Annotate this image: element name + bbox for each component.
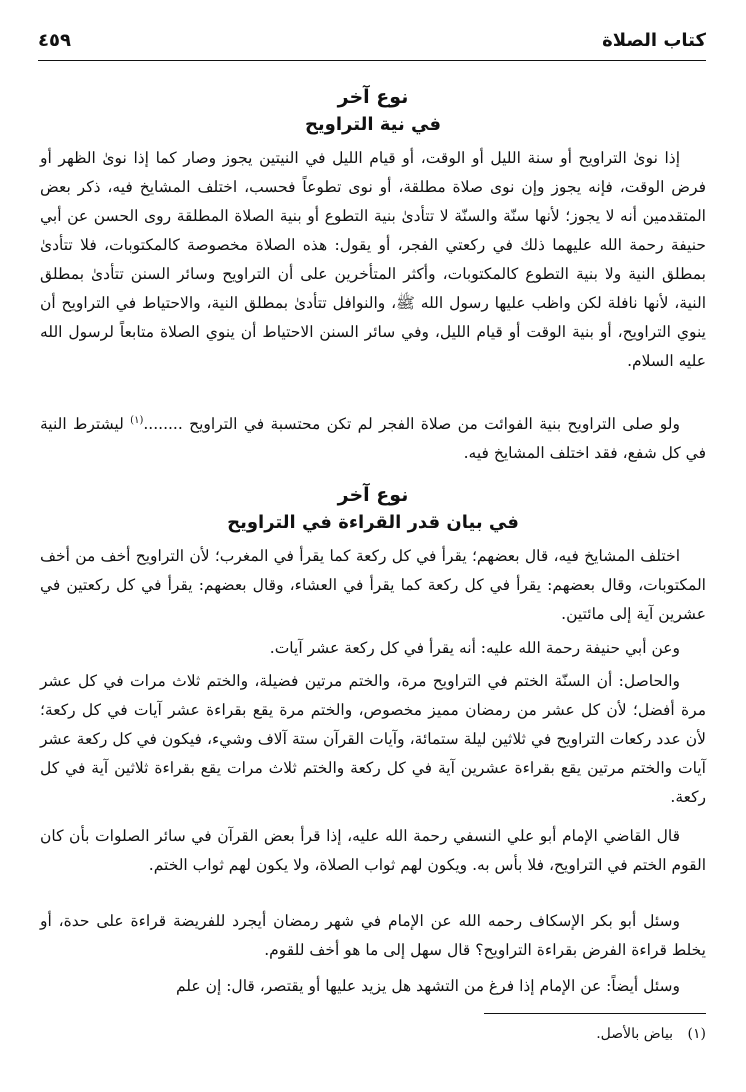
section-heading: نوع آخر (337, 484, 409, 506)
paragraph: وعن أبي حنيفة رحمة الله عليه: أنه يقرأ في كل ركعة عشر آيات. (269, 639, 680, 657)
footnote-reference: (١) (130, 414, 144, 426)
section-heading: نوع آخر (337, 86, 409, 108)
paragraph: والحاصل: أن السنّة الختم في التراويح مرة، والختم مرتين فضيلة، والختم ثلاث مرات في كل عشر مرة أفضل؛ لأن كل عشر من رمضان مميز مخصوص، والختم مرة يقع بقراءة عشر آيات في كل ركعة؛ لأن عدد ركعات التراويح في ثلاثين ليلة ستمائة، وآيات القرآن ستة آلاف وشيء، فيكون في كل ركعة عشر آيات والختم مرتين يقع بقراءة عشرين آية في كل ركعة والختم ثلاث مرات يقع بقراءة ثلاثين آية في كل ركعة. (40, 672, 706, 806)
footnote (596, 1023, 706, 1045)
footnote-divider (484, 1013, 706, 1014)
running-header (38, 28, 706, 61)
paragraph: قال القاضي الإمام أبو علي النسفي رحمة الله عليه، إذا قرأ بعض القرآن في سائر الصلوات بأن كان القوم الختم في التراويح، فلا بأس به. ويكون لهم ثواب الصلاة، ولا يكون لهم ثواب الختم. (40, 827, 706, 874)
book-title: كتاب الصلاة (602, 30, 706, 51)
page-number: ٤٥٩ (38, 30, 71, 51)
section-subheading: في بيان قدر القراءة في التراويح (227, 512, 519, 533)
paragraph-text: ليشترط النية في كل شفع، فقد اختلف المشايخ فيه. (40, 415, 706, 462)
paragraph (40, 410, 706, 468)
paragraph: وسئل أيضاً: عن الإمام إذا فرغ من التشهد هل يزيد عليها أو يقتصر، قال: إن علم (175, 977, 680, 995)
paragraph: وسئل أبو بكر الإسكاف رحمه الله عن الإمام في شهر رمضان أيجرد للفريضة قراءة على حدة، أو يخلط قراءة الفرض بقراءة التراويح؟ قال سهل إلى ما هو أخف للقوم. (40, 912, 706, 959)
paragraph-text: ولو صلى التراويح بنية الفوائت من صلاة الفجر لم تكن محتسبة في التراويح ........ (143, 415, 680, 433)
footnote-text: بياض بالأصل. (596, 1026, 674, 1042)
paragraph: إذا نوىٰ التراويح أو سنة الليل أو الوقت، أو قيام الليل في النيتين يجوز وصار كما إذا نوىٰ الظهر أو فرض الوقت، فإنه يجوز وإن نوى صلاة مطلقة، أو نوى تطوعاً فحسب، اختلف المشايخ فيه، ذكر بعض المتقدمين أنه لا يجوز؛ لأنها سنّة والسنّة لا تتأدىٰ بنية التطوع أو بنية الصلاة المطلقة روى الحسن عن أبي حنيفة رحمة الله عليهما ذلك في ركعتي الفجر، أو يقول: هذه الصلاة مخصوصة كالمكتوبات، فلا تتأدىٰ بمطلق النية ولا بنية التطوع كالمكتوبات، وأكثر المتأخرين على أن التراويح وسائر السنن تتأدىٰ بمطلق النية، لأنها نافلة لكن واظب عليها رسول الله ﷺ، والنوافل تتأدىٰ بمطلق النية، والاحتياط في التراويح أن ينوي التراويح، أو بنية الوقت أو قيام الليل، وفي سائر السنن الاحتياط أن ينوي الصلاة متابعاً لرسول الله عليه السلام. (40, 149, 706, 370)
section-subheading: في نية التراويح (304, 114, 442, 135)
footnote-number: (١) (687, 1026, 706, 1042)
paragraph: اختلف المشايخ فيه، قال بعضهم؛ يقرأ في كل ركعة كما يقرأ في المغرب؛ لأن التراويح أخف من أخف المكتوبات، وقال بعضهم: يقرأ في كل ركعة كما يقرأ في العشاء، وقال بعضهم: يقرأ في كل ركعتين في عشرين آية إلى مائتين. (40, 547, 706, 623)
